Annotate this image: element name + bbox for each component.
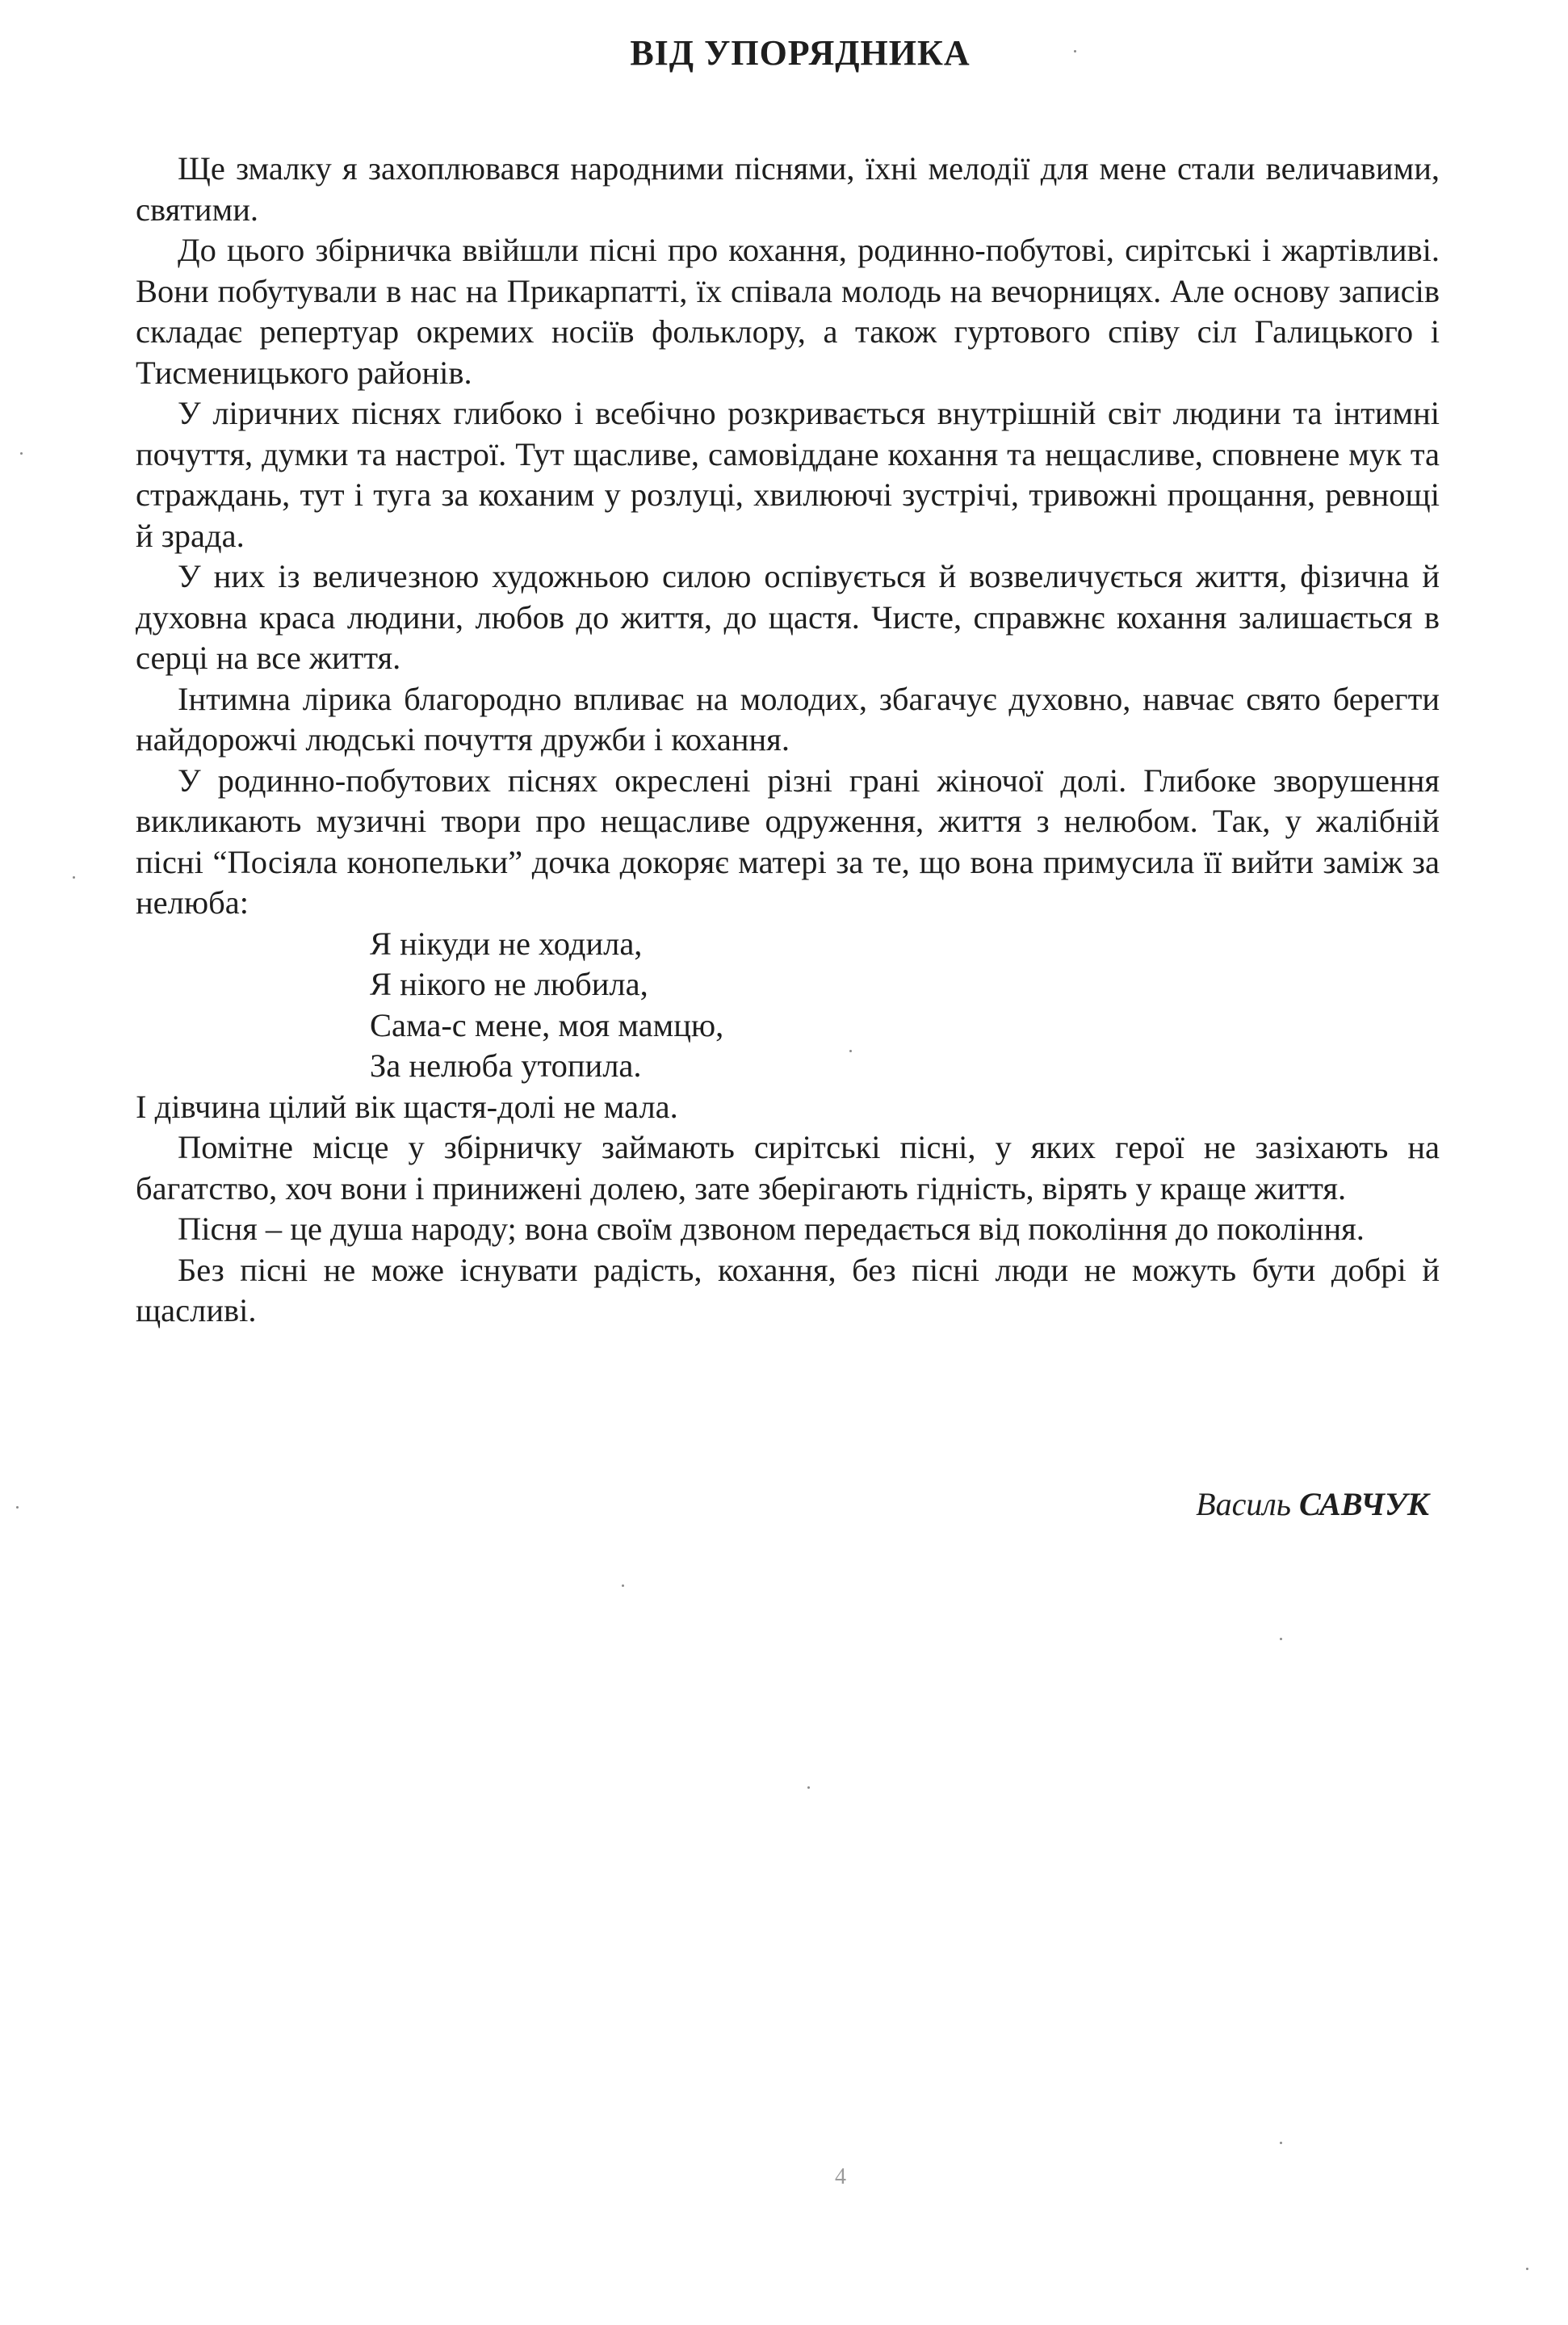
- song-verse: [136, 924, 1440, 1087]
- scan-speck: [807, 1786, 810, 1789]
- author-first-name: Василь: [1196, 1486, 1291, 1522]
- scan-speck: [73, 876, 75, 879]
- foreword-body: [136, 149, 1440, 1332]
- verse-line: Я нікого не любила,: [370, 966, 648, 1002]
- paragraph: У них із величезною художньою силою оспівується й возвеличується життя, фізична й духовна краса людини, любов до життя, до щастя. Чисте, справжнє кохання залишається в серці на все життя.: [136, 558, 1440, 676]
- scan-speck: [622, 1584, 624, 1587]
- scan-speck: [1074, 50, 1076, 52]
- paragraph: Пісня – це душа народу; вона своїм дзвоном передається від покоління до покоління.: [178, 1211, 1365, 1247]
- paragraph: Помітне місце у збірничку займають сирітські пісні, у яких герої не зазіхають на багатство, хоч вони і принижені долею, зате зберігають гідність, вірять у краще життя.: [136, 1129, 1440, 1207]
- scan-speck: [1280, 1638, 1282, 1640]
- page-title: ВІД УПОРЯДНИКА: [630, 33, 971, 73]
- page-number: 4: [835, 2164, 846, 2189]
- paragraph: Ще змалку я захоплювався народними піснями, їхні мелодії для мене стали величавими, святими.: [136, 150, 1440, 228]
- scan-speck: [1526, 2268, 1528, 2270]
- verse-line: Сама-с мене, моя мамцю,: [370, 1006, 724, 1043]
- paragraph: До цього збірничка ввійшли пісні про кохання, родинно-побутові, сирітські і жартівливі. Вони побутували в нас на Прикарпатті, їх співала молодь на вечорницях. Але основу записів складає репертуар окремих носіїв фольклору, а також гуртового співу сіл Галицького і Тисменицького районів.: [136, 232, 1440, 391]
- verse-line: За нелюба утопила.: [370, 1047, 642, 1084]
- paragraph-after-verse: І дівчина цілий вік щастя-долі не мала.: [136, 1088, 678, 1125]
- paragraph: У родинно-побутових піснях окреслені різні грані жіночої долі. Глибоке зворушення викликають музичні твори про нещасливе одруження, життя з нелюбом. Так, у жалібній пісні “Посіяла конопельки” дочка докоряє матері за те, що вона примусила її вийти заміж за нелюба:: [136, 762, 1440, 921]
- scan-speck: [16, 1506, 19, 1509]
- author-surname: САВЧУК: [1299, 1486, 1429, 1522]
- paragraph: Інтимна лірика благородно впливає на молодих, збагачує духовно, навчає свято берегти найдорожчі людські почуття дружби і кохання.: [136, 680, 1440, 758]
- verse-line: Я нікуди не ходила,: [370, 925, 643, 962]
- author-signature: [1196, 1484, 1429, 1525]
- scan-speck: [20, 452, 23, 455]
- scan-speck: [849, 1050, 852, 1052]
- paragraph: Без пісні не може існувати радість, кохання, без пісні люди не можуть бути добрі й щасливі.: [136, 1251, 1440, 1328]
- paragraph: У ліричних піснях глибоко і всебічно розкривається внутрішній світ людини та інтимні почуття, думки та настрої. Тут щасливе, самовіддане кохання та нещасливе, сповнене мук та страждань, тут і туга за коханим у розлуці, хвилюючі зустрічі, тривожні прощання, ревнощі й зрада.: [136, 395, 1440, 554]
- scan-speck: [1280, 2142, 1282, 2144]
